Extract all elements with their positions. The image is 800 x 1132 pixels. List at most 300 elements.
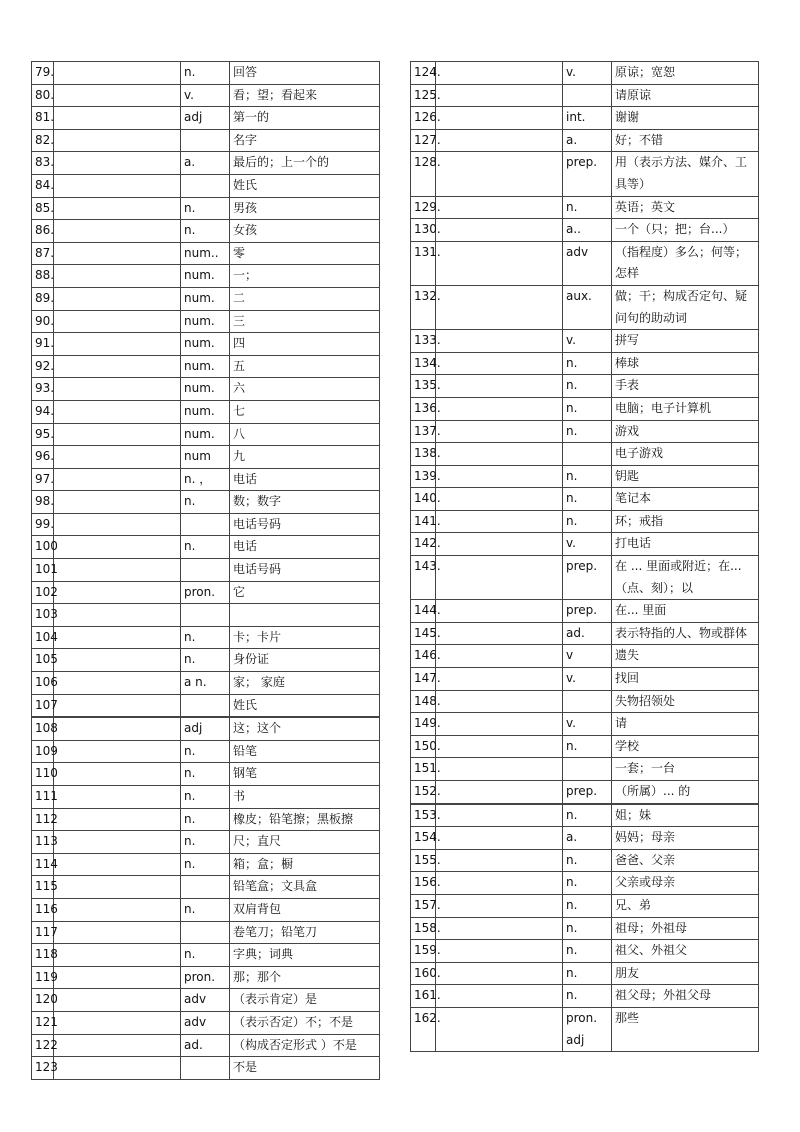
word-blank	[436, 622, 563, 645]
vocab-row	[411, 375, 759, 398]
word-blank	[436, 352, 563, 375]
part-of-speech	[181, 604, 230, 627]
vocab-row	[411, 533, 759, 556]
word-blank	[54, 989, 181, 1012]
word-blank	[54, 808, 181, 831]
meaning: 遗失	[612, 645, 759, 668]
meaning: 回答	[230, 62, 380, 85]
meaning: 打电话	[612, 533, 759, 556]
vocab-row	[411, 420, 759, 443]
word-blank	[54, 333, 181, 356]
part-of-speech: v.	[563, 713, 612, 736]
vocab-row	[411, 758, 759, 781]
entry-number: 110	[32, 763, 54, 786]
part-of-speech: a.	[181, 152, 230, 175]
word-blank	[54, 310, 181, 333]
vocab-row	[32, 491, 380, 514]
vocab-row	[32, 513, 380, 536]
part-of-speech: adv	[563, 241, 612, 285]
meaning: （表示肯定）是	[230, 989, 380, 1012]
word-blank	[436, 420, 563, 443]
entry-number: 107	[32, 694, 54, 717]
part-of-speech: adj	[181, 718, 230, 741]
meaning: 原谅；宽恕	[612, 62, 759, 85]
meaning: 祖父、外祖父	[612, 940, 759, 963]
word-blank	[436, 894, 563, 917]
word-blank	[436, 152, 563, 196]
entry-number: 113	[32, 831, 54, 854]
part-of-speech: adv	[181, 989, 230, 1012]
part-of-speech: num.	[181, 265, 230, 288]
meaning: 九	[230, 446, 380, 469]
meaning: 七	[230, 400, 380, 423]
entry-number: 102	[32, 581, 54, 604]
meaning: 尺；直尺	[230, 831, 380, 854]
vocab-row	[32, 468, 380, 491]
meaning: 双肩背包	[230, 898, 380, 921]
entry-number: 87.	[32, 242, 54, 265]
entry-number: 153.	[411, 804, 436, 827]
entry-number: 92.	[32, 355, 54, 378]
vocab-row	[411, 510, 759, 533]
entry-number: 104	[32, 626, 54, 649]
meaning: 爸爸、父亲	[612, 849, 759, 872]
word-blank	[436, 962, 563, 985]
vocab-row	[32, 355, 380, 378]
entry-number: 99.	[32, 513, 54, 536]
entry-number: 79.	[32, 62, 54, 85]
part-of-speech	[563, 84, 612, 107]
part-of-speech: v.	[563, 62, 612, 85]
meaning: 祖父母；外祖父母	[612, 985, 759, 1008]
word-blank	[54, 898, 181, 921]
part-of-speech: v.	[563, 668, 612, 691]
vocab-row	[411, 196, 759, 219]
vocab-row	[32, 446, 380, 469]
word-blank	[436, 917, 563, 940]
vocab-row	[411, 62, 759, 85]
part-of-speech: n.	[563, 510, 612, 533]
word-blank	[54, 174, 181, 197]
meaning: 电子游戏	[612, 443, 759, 466]
entry-number: 131.	[411, 241, 436, 285]
vocab-row	[411, 849, 759, 872]
word-blank	[54, 197, 181, 220]
part-of-speech: prep.	[563, 600, 612, 623]
vocab-row	[32, 808, 380, 831]
vocab-row	[411, 129, 759, 152]
entry-number: 127.	[411, 129, 436, 152]
word-blank	[436, 668, 563, 691]
vocab-row	[32, 129, 380, 152]
word-blank	[54, 966, 181, 989]
meaning: 家； 家庭	[230, 672, 380, 695]
vocab-row	[32, 672, 380, 695]
part-of-speech: n.	[563, 940, 612, 963]
vocab-row	[411, 827, 759, 850]
meaning: 一套；一台	[612, 758, 759, 781]
vocab-row	[32, 853, 380, 876]
meaning: 二	[230, 287, 380, 310]
entry-number: 144.	[411, 600, 436, 623]
word-blank	[436, 465, 563, 488]
vocab-row	[32, 107, 380, 130]
word-blank	[54, 672, 181, 695]
meaning: 姐；妹	[612, 804, 759, 827]
part-of-speech: n.	[563, 375, 612, 398]
vocab-row	[32, 989, 380, 1012]
vocab-row	[411, 600, 759, 623]
part-of-speech: n.	[563, 872, 612, 895]
word-blank	[54, 853, 181, 876]
part-of-speech: n.	[563, 397, 612, 420]
part-of-speech: num.	[181, 400, 230, 423]
meaning: 兄、弟	[612, 894, 759, 917]
vocab-row	[32, 333, 380, 356]
entry-number: 80.	[32, 84, 54, 107]
word-blank	[54, 921, 181, 944]
meaning: 看；望；看起来	[230, 84, 380, 107]
meaning: 环；戒指	[612, 510, 759, 533]
meaning: 表示特指的人、物或群体	[612, 622, 759, 645]
entry-number: 109	[32, 740, 54, 763]
part-of-speech: prep.	[563, 556, 612, 600]
entry-number: 157.	[411, 894, 436, 917]
part-of-speech: v.	[181, 84, 230, 107]
word-blank	[54, 242, 181, 265]
vocab-row	[411, 622, 759, 645]
meaning: （构成否定形式 ）不是	[230, 1034, 380, 1057]
vocab-row	[32, 786, 380, 809]
entry-number: 115	[32, 876, 54, 899]
vocab-row	[411, 804, 759, 827]
word-blank	[436, 510, 563, 533]
part-of-speech: adj	[181, 107, 230, 130]
word-blank	[54, 220, 181, 243]
entry-number: 98.	[32, 491, 54, 514]
entry-number: 122	[32, 1034, 54, 1057]
vocab-row	[32, 581, 380, 604]
part-of-speech	[181, 876, 230, 899]
part-of-speech: a n.	[181, 672, 230, 695]
part-of-speech: a.	[563, 129, 612, 152]
entry-number: 138.	[411, 443, 436, 466]
part-of-speech: adv	[181, 1011, 230, 1034]
entry-number: 158.	[411, 917, 436, 940]
meaning: 找回	[612, 668, 759, 691]
entry-number: 154.	[411, 827, 436, 850]
vocab-row	[32, 831, 380, 854]
word-blank	[54, 718, 181, 741]
entry-number: 103	[32, 604, 54, 627]
vocab-row	[411, 668, 759, 691]
entry-number: 96.	[32, 446, 54, 469]
entry-number: 139.	[411, 465, 436, 488]
entry-number: 105	[32, 649, 54, 672]
part-of-speech	[563, 690, 612, 713]
meaning: 这；这个	[230, 718, 380, 741]
meaning: 父亲或母亲	[612, 872, 759, 895]
word-blank	[436, 804, 563, 827]
part-of-speech: n.	[563, 917, 612, 940]
entry-number: 145.	[411, 622, 436, 645]
word-blank	[54, 107, 181, 130]
vocab-row	[411, 1007, 759, 1051]
meaning: 四	[230, 333, 380, 356]
word-blank	[436, 84, 563, 107]
meaning: 好；不错	[612, 129, 759, 152]
meaning: 女孩	[230, 220, 380, 243]
part-of-speech	[181, 559, 230, 582]
vocab-row	[32, 287, 380, 310]
part-of-speech: num.	[181, 287, 230, 310]
part-of-speech	[563, 758, 612, 781]
word-blank	[54, 1011, 181, 1034]
word-blank	[54, 604, 181, 627]
entry-number: 156.	[411, 872, 436, 895]
meaning: 电话	[230, 536, 380, 559]
vocab-table-left-body	[32, 62, 380, 1080]
part-of-speech: num.	[181, 310, 230, 333]
vocab-row	[32, 84, 380, 107]
entry-number: 140.	[411, 488, 436, 511]
vocab-row	[32, 220, 380, 243]
entry-number: 100	[32, 536, 54, 559]
meaning: 钢笔	[230, 763, 380, 786]
meaning: 请原谅	[612, 84, 759, 107]
meaning: 电话号码	[230, 559, 380, 582]
vocab-row	[411, 330, 759, 353]
part-of-speech: n.	[181, 944, 230, 967]
word-blank	[436, 196, 563, 219]
part-of-speech	[181, 513, 230, 536]
entry-number: 151.	[411, 758, 436, 781]
part-of-speech: n.	[181, 740, 230, 763]
vocab-row	[32, 378, 380, 401]
entry-number: 142.	[411, 533, 436, 556]
vocab-row	[32, 152, 380, 175]
part-of-speech: n.	[181, 220, 230, 243]
word-blank	[54, 786, 181, 809]
meaning: 卡；卡片	[230, 626, 380, 649]
vocab-row	[411, 443, 759, 466]
vocab-row	[411, 894, 759, 917]
entry-number: 152.	[411, 781, 436, 804]
word-blank	[54, 287, 181, 310]
part-of-speech: n.	[563, 985, 612, 1008]
word-blank	[54, 1034, 181, 1057]
part-of-speech: n.	[181, 786, 230, 809]
entry-number: 148.	[411, 690, 436, 713]
vocab-row	[411, 962, 759, 985]
meaning: 在... 里面	[612, 600, 759, 623]
entry-number: 118	[32, 944, 54, 967]
word-blank	[54, 152, 181, 175]
word-blank	[54, 378, 181, 401]
entry-number: 160.	[411, 962, 436, 985]
meaning: 英语；英文	[612, 196, 759, 219]
word-blank	[436, 827, 563, 850]
word-blank	[436, 533, 563, 556]
entry-number: 143.	[411, 556, 436, 600]
entry-number: 135.	[411, 375, 436, 398]
word-blank	[436, 443, 563, 466]
meaning: 电话号码	[230, 513, 380, 536]
vocab-row	[32, 1011, 380, 1034]
part-of-speech: pron.	[181, 581, 230, 604]
vocab-row	[411, 352, 759, 375]
entry-number: 134.	[411, 352, 436, 375]
meaning: 姓氏	[230, 174, 380, 197]
vocab-row	[411, 985, 759, 1008]
vocab-row	[32, 921, 380, 944]
entry-number: 86.	[32, 220, 54, 243]
word-blank	[436, 690, 563, 713]
meaning: 箱；盒；橱	[230, 853, 380, 876]
entry-number: 84.	[32, 174, 54, 197]
entry-number: 94.	[32, 400, 54, 423]
meaning: 谢谢	[612, 107, 759, 130]
word-blank	[54, 84, 181, 107]
meaning: （所属）... 的	[612, 781, 759, 804]
vocab-row	[32, 740, 380, 763]
word-blank	[436, 781, 563, 804]
part-of-speech: prep.	[563, 781, 612, 804]
vocab-table-left	[31, 61, 380, 1080]
meaning: 一个（只；把；台...）	[612, 219, 759, 242]
entry-number: 95.	[32, 423, 54, 446]
vocab-row	[32, 718, 380, 741]
entry-number: 120	[32, 989, 54, 1012]
vocab-row	[32, 944, 380, 967]
meaning: 八	[230, 423, 380, 446]
part-of-speech: n.	[563, 465, 612, 488]
meaning: 橡皮；铅笔擦；黑板擦	[230, 808, 380, 831]
vocab-row	[411, 107, 759, 130]
part-of-speech: n.	[563, 196, 612, 219]
part-of-speech: n.	[181, 898, 230, 921]
part-of-speech	[181, 694, 230, 717]
part-of-speech	[181, 921, 230, 944]
vocab-row	[411, 285, 759, 329]
word-blank	[436, 849, 563, 872]
word-blank	[54, 513, 181, 536]
part-of-speech: n.	[563, 735, 612, 758]
meaning: 在 ... 里面或附近；在...（点、刻）；以	[612, 556, 759, 600]
word-blank	[54, 491, 181, 514]
part-of-speech: num.	[181, 378, 230, 401]
part-of-speech: int.	[563, 107, 612, 130]
vocab-row	[32, 898, 380, 921]
word-blank	[54, 626, 181, 649]
word-blank	[54, 468, 181, 491]
meaning: 三	[230, 310, 380, 333]
meaning: 那；那个	[230, 966, 380, 989]
part-of-speech: pron.	[181, 966, 230, 989]
part-of-speech: n.	[181, 763, 230, 786]
part-of-speech: n.	[563, 420, 612, 443]
vocab-row	[411, 241, 759, 285]
entry-number: 90.	[32, 310, 54, 333]
word-blank	[436, 735, 563, 758]
vocab-row	[411, 397, 759, 420]
meaning: 祖母；外祖母	[612, 917, 759, 940]
vocab-row	[411, 940, 759, 963]
entry-number: 112	[32, 808, 54, 831]
vocab-row	[32, 423, 380, 446]
vocab-row	[32, 876, 380, 899]
entry-number: 108	[32, 718, 54, 741]
vocab-row	[32, 1034, 380, 1057]
entry-number: 150.	[411, 735, 436, 758]
entry-number: 149.	[411, 713, 436, 736]
vocab-row	[411, 735, 759, 758]
meaning: 男孩	[230, 197, 380, 220]
meaning: 卷笔刀；铅笔刀	[230, 921, 380, 944]
part-of-speech: v.	[563, 330, 612, 353]
vocab-row	[411, 84, 759, 107]
vocab-row	[411, 645, 759, 668]
entry-number: 141.	[411, 510, 436, 533]
entry-number: 121	[32, 1011, 54, 1034]
entry-number: 123	[32, 1057, 54, 1080]
word-blank	[54, 559, 181, 582]
meaning: 笔记本	[612, 488, 759, 511]
entry-number: 101	[32, 559, 54, 582]
word-blank	[436, 713, 563, 736]
word-blank	[436, 600, 563, 623]
part-of-speech: num.	[181, 423, 230, 446]
vocab-row	[32, 626, 380, 649]
vocab-row	[32, 694, 380, 717]
entry-number: 125.	[411, 84, 436, 107]
word-blank	[436, 872, 563, 895]
vocab-row	[32, 649, 380, 672]
entry-number: 161.	[411, 985, 436, 1008]
word-blank	[436, 645, 563, 668]
part-of-speech: n.	[563, 352, 612, 375]
vocab-row	[411, 488, 759, 511]
entry-number: 85.	[32, 197, 54, 220]
meaning: 请	[612, 713, 759, 736]
vocab-row	[32, 763, 380, 786]
part-of-speech: v.	[563, 533, 612, 556]
meaning: 零	[230, 242, 380, 265]
part-of-speech: a..	[563, 219, 612, 242]
word-blank	[54, 446, 181, 469]
part-of-speech: num	[181, 446, 230, 469]
entry-number: 116	[32, 898, 54, 921]
word-blank	[436, 488, 563, 511]
meaning: 棒球	[612, 352, 759, 375]
part-of-speech	[181, 1057, 230, 1080]
meaning: 数；数字	[230, 491, 380, 514]
vocab-row	[411, 465, 759, 488]
part-of-speech: n.	[181, 649, 230, 672]
meaning: 字典；词典	[230, 944, 380, 967]
entry-number: 83.	[32, 152, 54, 175]
entry-number: 82.	[32, 129, 54, 152]
entry-number: 146.	[411, 645, 436, 668]
entry-number: 97.	[32, 468, 54, 491]
part-of-speech: ad.	[181, 1034, 230, 1057]
meaning: （表示否定）不；不是	[230, 1011, 380, 1034]
vocab-row	[32, 174, 380, 197]
word-blank	[54, 944, 181, 967]
meaning: 第一的	[230, 107, 380, 130]
word-blank	[436, 129, 563, 152]
word-blank	[436, 62, 563, 85]
